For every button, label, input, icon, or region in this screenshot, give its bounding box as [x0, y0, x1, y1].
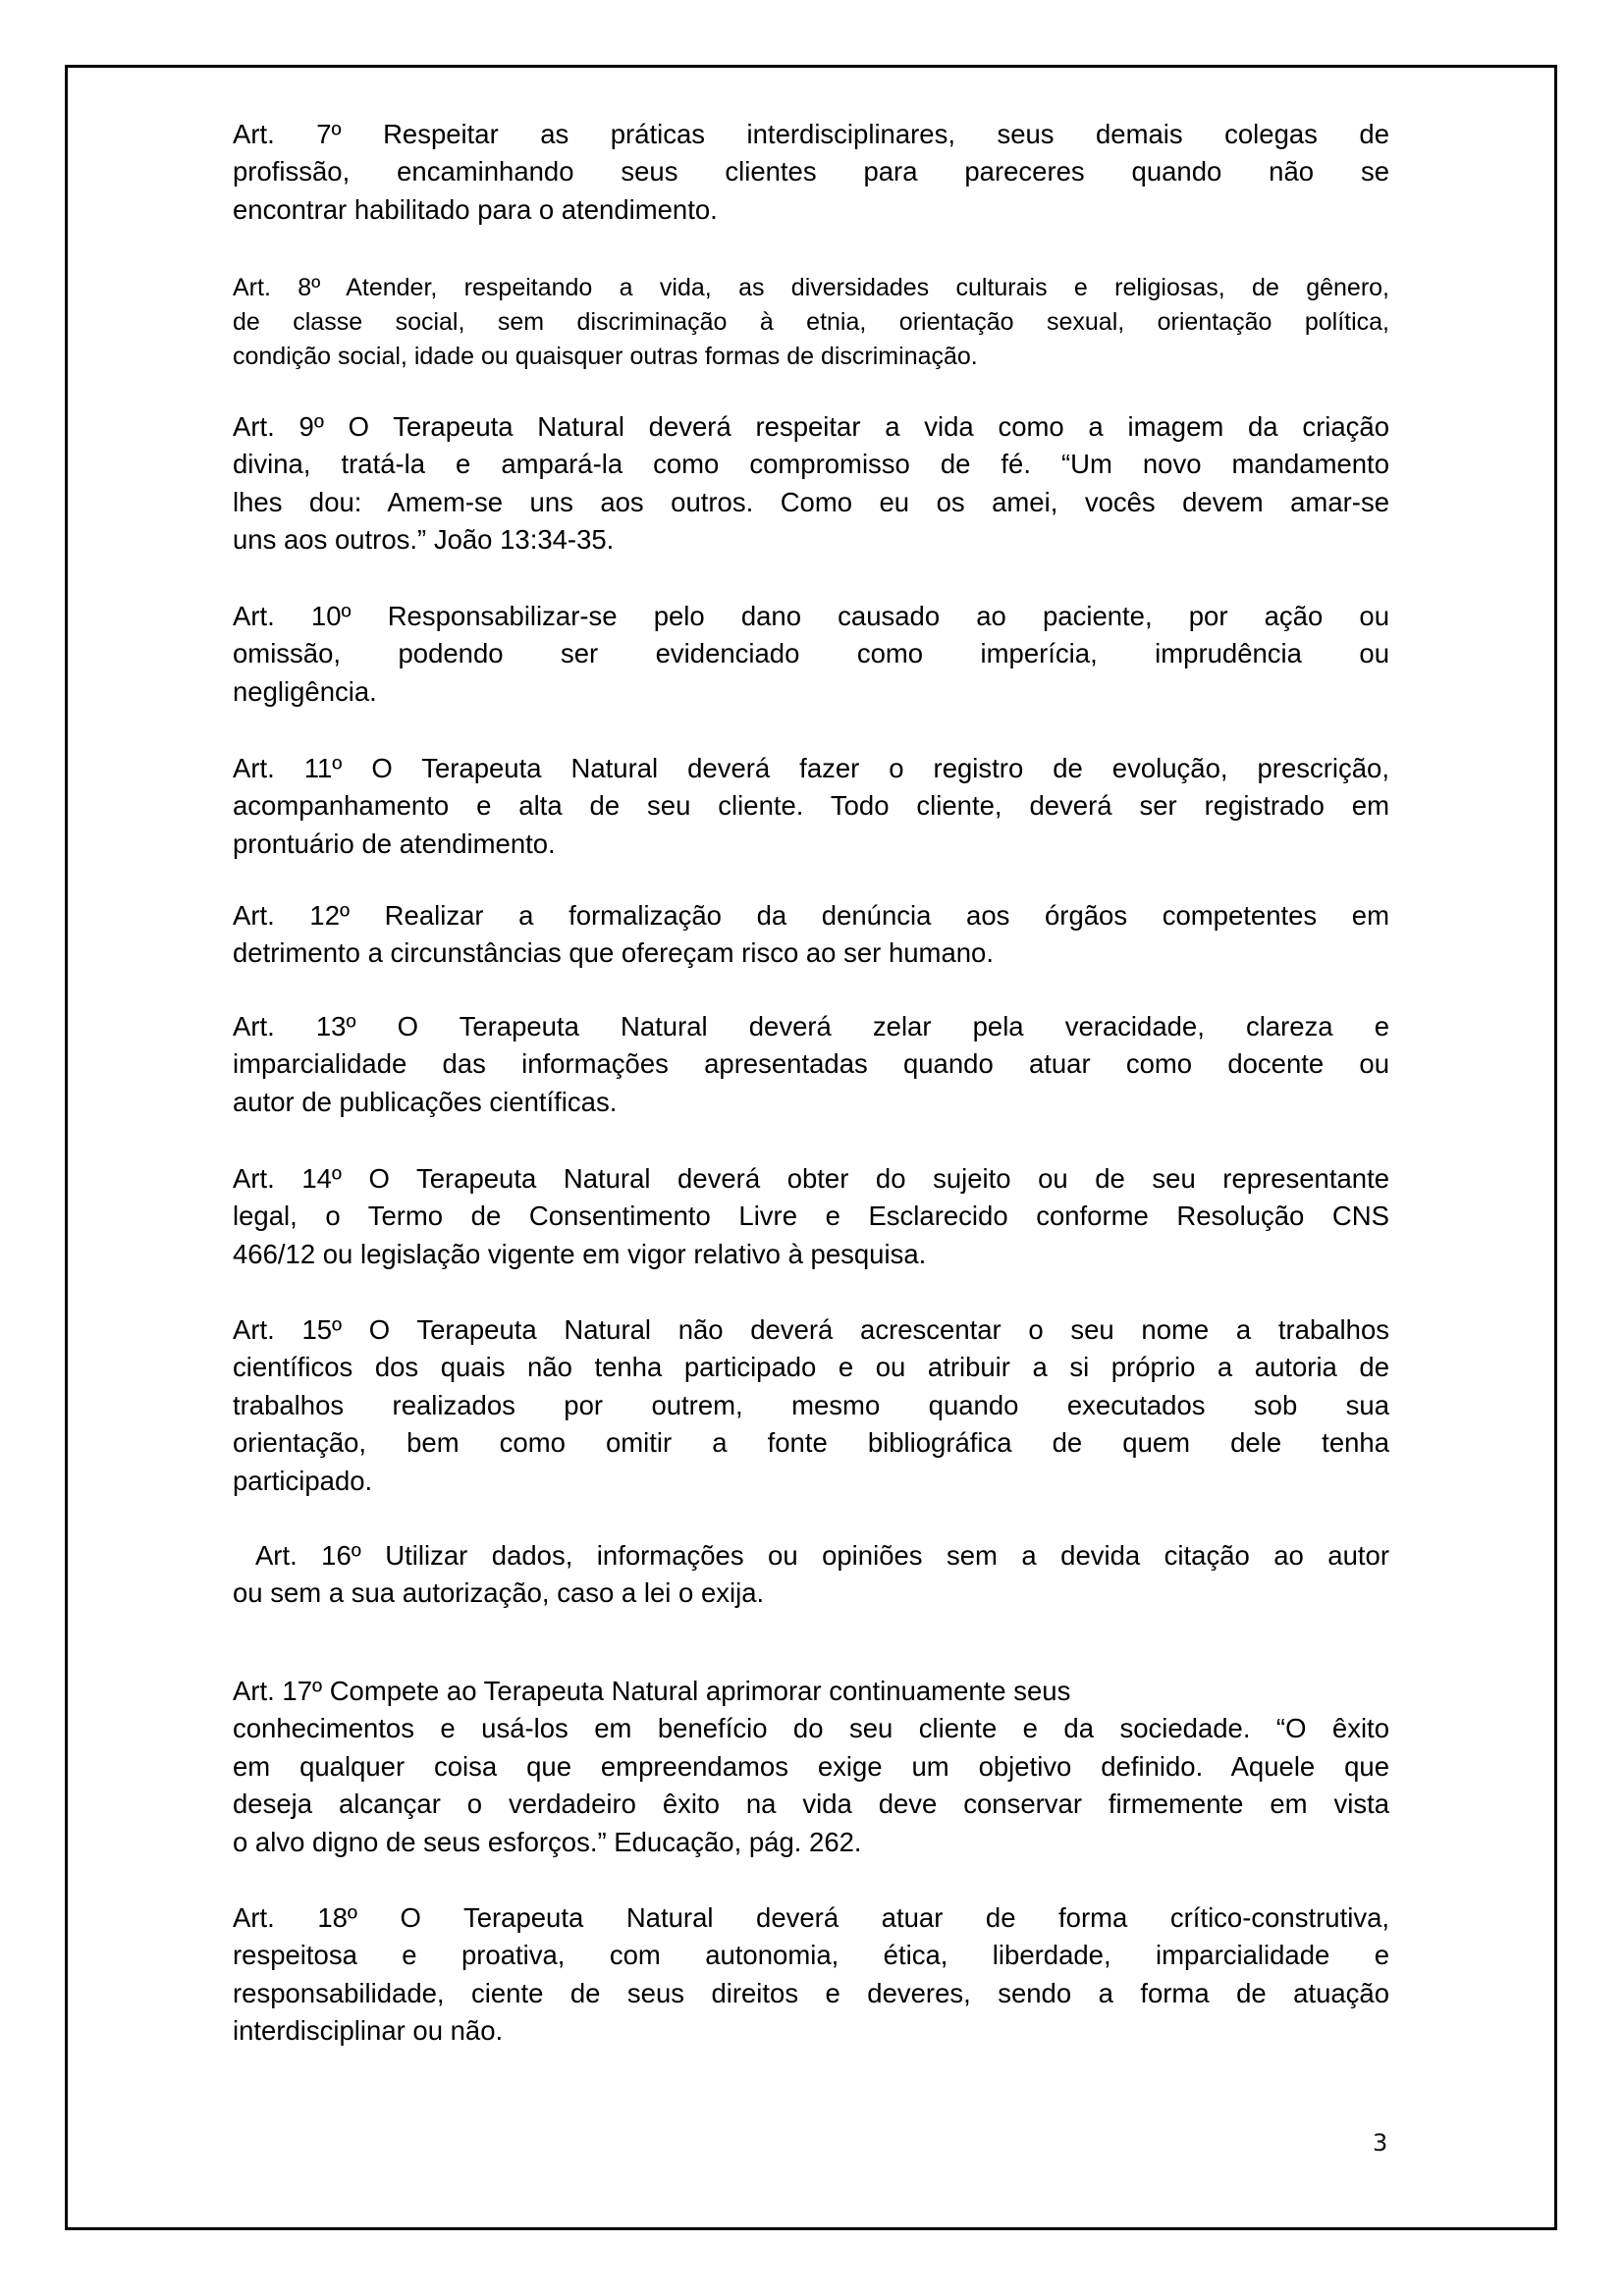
- article-line: encontrar habilitado para o atendimento.: [233, 193, 718, 225]
- article-line: ou sem a sua autorização, caso a lei o exija.: [233, 1577, 765, 1609]
- article-line: trabalhos realizados por outrem, mesmo quando executados sob sua: [233, 1389, 1389, 1420]
- article-line: Art. 8º Atender, respeitando a vida, as diversidades culturais e religiosas, de gênero,: [233, 274, 1389, 301]
- article-line: omissão, podendo ser evidenciado como imperícia, imprudência ou: [233, 638, 1389, 669]
- article-line: Art. 7º Respeitar as práticas interdisciplinares, seus demais colegas de: [233, 119, 1389, 149]
- article-line: negligência.: [233, 675, 377, 707]
- article-7: [233, 116, 1389, 229]
- article-line: participado.: [233, 1465, 373, 1496]
- article-line: respeitosa e proativa, com autonomia, ética, liberdade, imparcialidade e: [233, 1940, 1389, 1971]
- article-line: Art. 9º O Terapeuta Natural deverá respeitar a vida como a imagem da criação: [233, 411, 1389, 442]
- page-number: 3: [1373, 2129, 1388, 2157]
- article-line: conhecimentos e usá-los em benefício do seu cliente e da sociedade. “O êxito: [233, 1713, 1389, 1744]
- article-line: detrimento a circunstâncias que ofereçam risco ao ser humano.: [233, 937, 994, 969]
- article-line: o alvo digno de seus esforços.” Educação, pág. 262.: [233, 1826, 862, 1857]
- article-18: [233, 1899, 1389, 2051]
- article-line: prontuário de atendimento.: [233, 828, 556, 859]
- article-line: 466/12 ou legislação vigente em vigor relativo à pesquisa.: [233, 1238, 927, 1269]
- article-line: Art. 15º O Terapeuta Natural não deverá acrescentar o seu nome a trabalhos: [233, 1314, 1389, 1345]
- article-line: em qualquer coisa que empreendamos exige um objetivo definido. Aquele que: [233, 1750, 1389, 1782]
- article-9: [233, 408, 1389, 560]
- article-8: [233, 271, 1389, 374]
- article-line: Art. 10º Responsabilizar-se pelo dano causado ao paciente, por ação ou: [233, 601, 1389, 631]
- article-line: autor de publicações científicas.: [233, 1086, 618, 1117]
- article-line: Art. 12º Realizar a formalização da denúncia aos órgãos competentes em: [233, 900, 1389, 931]
- article-line: Art. 18º O Terapeuta Natural deverá atuar de forma crítico-construtiva,: [233, 1902, 1389, 1933]
- article-15: [233, 1311, 1389, 1500]
- article-line: orientação, bem como omitir a fonte bibliográfica de quem dele tenha: [233, 1427, 1389, 1459]
- article-12: [233, 897, 1389, 973]
- article-14: [233, 1160, 1389, 1273]
- article-line: responsabilidade, ciente de seus direitos e deveres, sendo a forma de atuação: [233, 1977, 1389, 2008]
- article-13: [233, 1008, 1389, 1121]
- article-line: de classe social, sem discriminação à etnia, orientação sexual, orientação política,: [233, 308, 1389, 336]
- article-line: legal, o Termo de Consentimento Livre e Esclarecido conforme Resolução CNS: [233, 1201, 1389, 1232]
- article-line: interdisciplinar ou não.: [233, 2015, 504, 2047]
- article-line: acompanhamento e alta de seu cliente. Todo cliente, deverá ser registrado em: [233, 790, 1389, 822]
- article-10: [233, 598, 1389, 711]
- article-line: uns aos outros.” João 13:34-35.: [233, 524, 615, 556]
- article-line: lhes dou: Amem-se uns aos outros. Como eu os amei, vocês devem amar-se: [233, 486, 1389, 517]
- article-line: condição social, idade ou quaisquer outras formas de discriminação.: [233, 343, 978, 370]
- article-line: Art. 14º O Terapeuta Natural deverá obter do sujeito ou de seu representante: [233, 1163, 1389, 1194]
- article-16: [233, 1537, 1389, 1613]
- article-line: Art. 17º Compete ao Terapeuta Natural aprimorar continuamente seus: [233, 1676, 1071, 1706]
- article-11: [233, 750, 1389, 863]
- article-line: imparcialidade das informações apresentadas quando atuar como docente ou: [233, 1048, 1389, 1080]
- article-line: científicos dos quais não tenha participado e ou atribuir a si próprio a autoria de: [233, 1352, 1389, 1383]
- article-line: divina, tratá-la e ampará-la como compromisso de fé. “Um novo mandamento: [233, 449, 1389, 480]
- article-17: [233, 1673, 1389, 1861]
- article-line: Art. 16º Utilizar dados, informações ou opiniões sem a devida citação ao autor: [233, 1540, 1389, 1571]
- article-line: Art. 13º O Terapeuta Natural deverá zelar pela veracidade, clareza e: [233, 1011, 1389, 1041]
- article-line: Art. 11º O Terapeuta Natural deverá fazer o registro de evolução, prescrição,: [233, 753, 1389, 783]
- article-line: deseja alcançar o verdadeiro êxito na vida deve conservar firmemente em vista: [233, 1789, 1389, 1820]
- article-line: profissão, encaminhando seus clientes para pareceres quando não se: [233, 156, 1389, 187]
